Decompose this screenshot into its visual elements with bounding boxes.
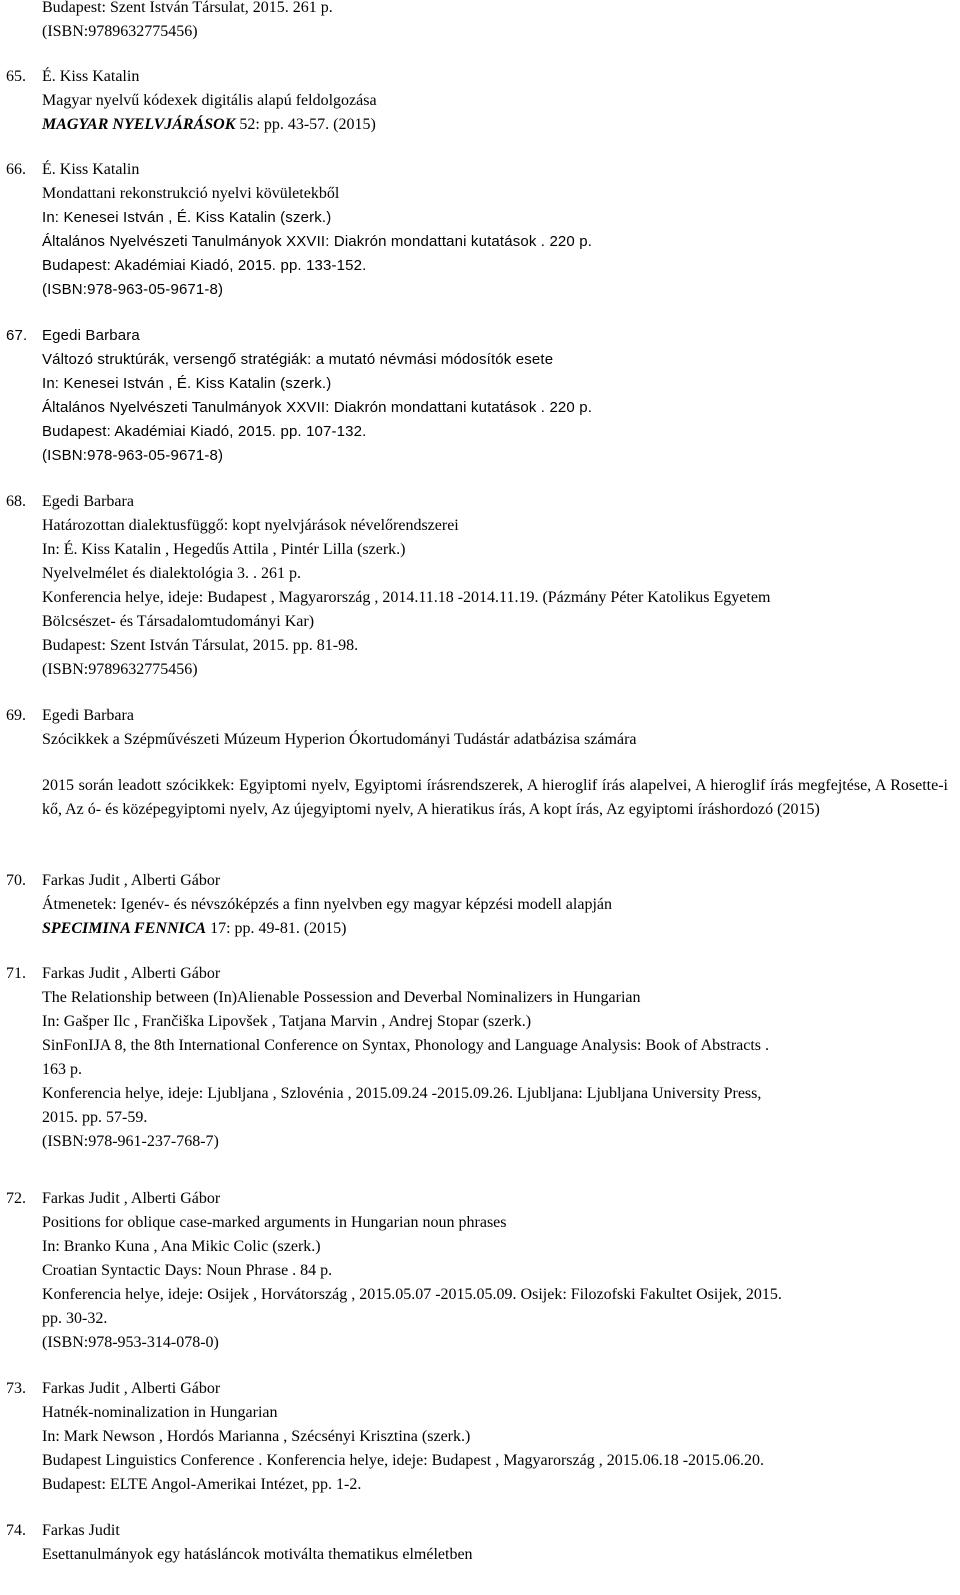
entry-author: Egedi Barbara <box>42 327 140 344</box>
entry-number: 67. <box>6 327 28 344</box>
entry-editors: In: Branko Kuna , Ana Mikic Colic (szerk.) <box>42 1238 321 1255</box>
entry-conference-cont: Bölcsészet- és Társadalomtudományi Kar) <box>42 613 315 630</box>
entry-number: 65. <box>6 68 26 85</box>
entry-title: Esettanulmányok egy hatásláncok motiválta thematikus elméletben <box>42 1546 473 1563</box>
entry-conference: Konferencia helye, ideje: Osijek , Horvátország , 2015.05.07 -2015.05.09. Osijek: Filozofski Fakultet Osijek, 2015. <box>42 1286 782 1303</box>
entry-number: 69. <box>6 707 26 724</box>
entry-editors: In: Mark Newson , Hordós Marianna , Szécsényi Krisztina (szerk.) <box>42 1428 471 1445</box>
journal-name: MAGYAR NYELVJÁRÁSOK <box>42 116 236 133</box>
entry-publisher: Budapest: ELTE Angol-Amerikai Intézet, pp. 1-2. <box>42 1476 362 1493</box>
entry-conference-cont: 2015. pp. 57-59. <box>42 1109 148 1126</box>
entry-number: 66. <box>6 161 26 178</box>
entry-book-cont: 163 p. <box>42 1061 82 1078</box>
entry-number: 68. <box>6 493 26 510</box>
entry-author: Farkas Judit , Alberti Gábor <box>42 1190 221 1207</box>
journal-name: SPECIMINA FENNICA <box>42 920 207 937</box>
entry-number: 72. <box>6 1190 26 1207</box>
entry-author: É. Kiss Katalin <box>42 68 140 85</box>
entry-book: Általános Nyelvészeti Tanulmányok XXVII: Diakrón mondattani kutatások . 220 p. <box>42 399 593 416</box>
entry-editors: In: É. Kiss Katalin , Hegedűs Attila , Pintér Lilla (szerk.) <box>42 541 406 558</box>
entry-book: SinFonIJA 8, the 8th International Conference on Syntax, Phonology and Language Analysis: Book of Abstracts . <box>42 1037 770 1054</box>
entry-line: Budapest: Szent István Társulat, 2015. 261 p. <box>42 0 333 16</box>
entry-conference: Konferencia helye, ideje: Budapest , Magyarország , 2014.11.18 -2014.11.19. (Pázmány Péter Katolikus Egyetem <box>42 589 771 606</box>
entry-number: 71. <box>6 965 26 982</box>
entry-isbn: (ISBN:9789632775456) <box>42 661 198 678</box>
entry-title: The Relationship between (In)Alienable Possession and Deverbal Nominalizers in Hungarian <box>42 989 641 1006</box>
entry-publisher: Budapest: Akadémiai Kiadó, 2015. pp. 133-152. <box>42 257 367 274</box>
entry-isbn: (ISBN:978-963-05-9671-8) <box>42 447 224 464</box>
entry-isbn: (ISBN:9789632775456) <box>42 23 198 40</box>
entry-book: Croatian Syntactic Days: Noun Phrase . 84 p. <box>42 1262 333 1279</box>
entry-title: Változó struktúrák, versengő stratégiák: a mutató névmási módosítók esete <box>42 351 554 368</box>
entry-editors: In: Kenesei István , É. Kiss Katalin (szerk.) <box>42 209 332 226</box>
entry-note: 2015 során leadott szócikkek: Egyiptomi nyelv, Egyiptomi írásrendszerek, A hieroglif írás alapelvei, A hieroglif írás megfejtése, A Rosette-i kő, Az ó- és középegyiptomi nyelv, Az újegyiptomi nyelv, A hieratikus írás, A kopt írás, Az egyiptomi íráshordozó (2015) <box>42 777 948 818</box>
entry-book: Nyelvelmélet és dialektológia 3. . 261 p. <box>42 565 302 582</box>
entry-title: Positions for oblique case-marked arguments in Hungarian noun phrases <box>42 1214 507 1231</box>
entry-conference-cont: pp. 30-32. <box>42 1310 108 1327</box>
entry-title: Mondattani rekonstrukció nyelvi kövületekből <box>42 185 340 202</box>
journal-volume: 17: pp. 49-81. (2015) <box>206 920 347 937</box>
entry-conference: Konferencia helye, ideje: Ljubljana , Szlovénia , 2015.09.24 -2015.09.26. Ljubljana: Ljubljana University Press, <box>42 1085 762 1102</box>
entry-publisher: Budapest: Akadémiai Kiadó, 2015. pp. 107-132. <box>42 423 367 440</box>
entry-number: 74. <box>6 1522 26 1539</box>
entry-conference: Budapest Linguistics Conference . Konferencia helye, ideje: Budapest , Magyarország , 2015.06.18 -2015.06.20. <box>42 1452 765 1469</box>
entry-author: Egedi Barbara <box>42 707 134 724</box>
entry-number: 73. <box>6 1380 26 1397</box>
entry-author: Farkas Judit <box>42 1522 120 1539</box>
entry-title: Határozottan dialektusfüggő: kopt nyelvjárások névelőrendszerei <box>42 517 459 534</box>
entry-author: Farkas Judit , Alberti Gábor <box>42 965 221 982</box>
entry-publisher: Budapest: Szent István Társulat, 2015. pp. 81-98. <box>42 637 359 654</box>
entry-author: Farkas Judit , Alberti Gábor <box>42 1380 221 1397</box>
entry-isbn: (ISBN:978-961-237-768-7) <box>42 1133 219 1150</box>
entry-editors: In: Kenesei István , É. Kiss Katalin (szerk.) <box>42 375 332 392</box>
entry-number: 70. <box>6 872 26 889</box>
entry-journal-line <box>42 113 948 137</box>
entry-isbn: (ISBN:978-953-314-078-0) <box>42 1334 219 1351</box>
journal-volume: 52: pp. 43-57. (2015) <box>235 116 376 133</box>
entry-title: Hatnék-nominalization in Hungarian <box>42 1404 278 1421</box>
entry-author: Egedi Barbara <box>42 493 134 510</box>
entry-book: Általános Nyelvészeti Tanulmányok XXVII: Diakrón mondattani kutatások . 220 p. <box>42 233 593 250</box>
entry-editors: In: Gašper Ilc , Frančiška Lipovšek , Tatjana Marvin , Andrej Stopar (szerk.) <box>42 1013 532 1030</box>
entry-author: É. Kiss Katalin <box>42 161 140 178</box>
entry-isbn: (ISBN:978-963-05-9671-8) <box>42 281 224 298</box>
entry-journal-line <box>42 917 948 941</box>
entry-author: Farkas Judit , Alberti Gábor <box>42 872 221 889</box>
entry-title: Szócikkek a Szépművészeti Múzeum Hyperion Ókortudományi Tudástár adatbázisa számára <box>42 731 637 748</box>
entry-title: Magyar nyelvű kódexek digitális alapú feldolgozása <box>42 92 377 109</box>
entry-title: Átmenetek: Igenév- és névszóképzés a finn nyelvben egy magyar képzési modell alapján <box>42 896 612 913</box>
